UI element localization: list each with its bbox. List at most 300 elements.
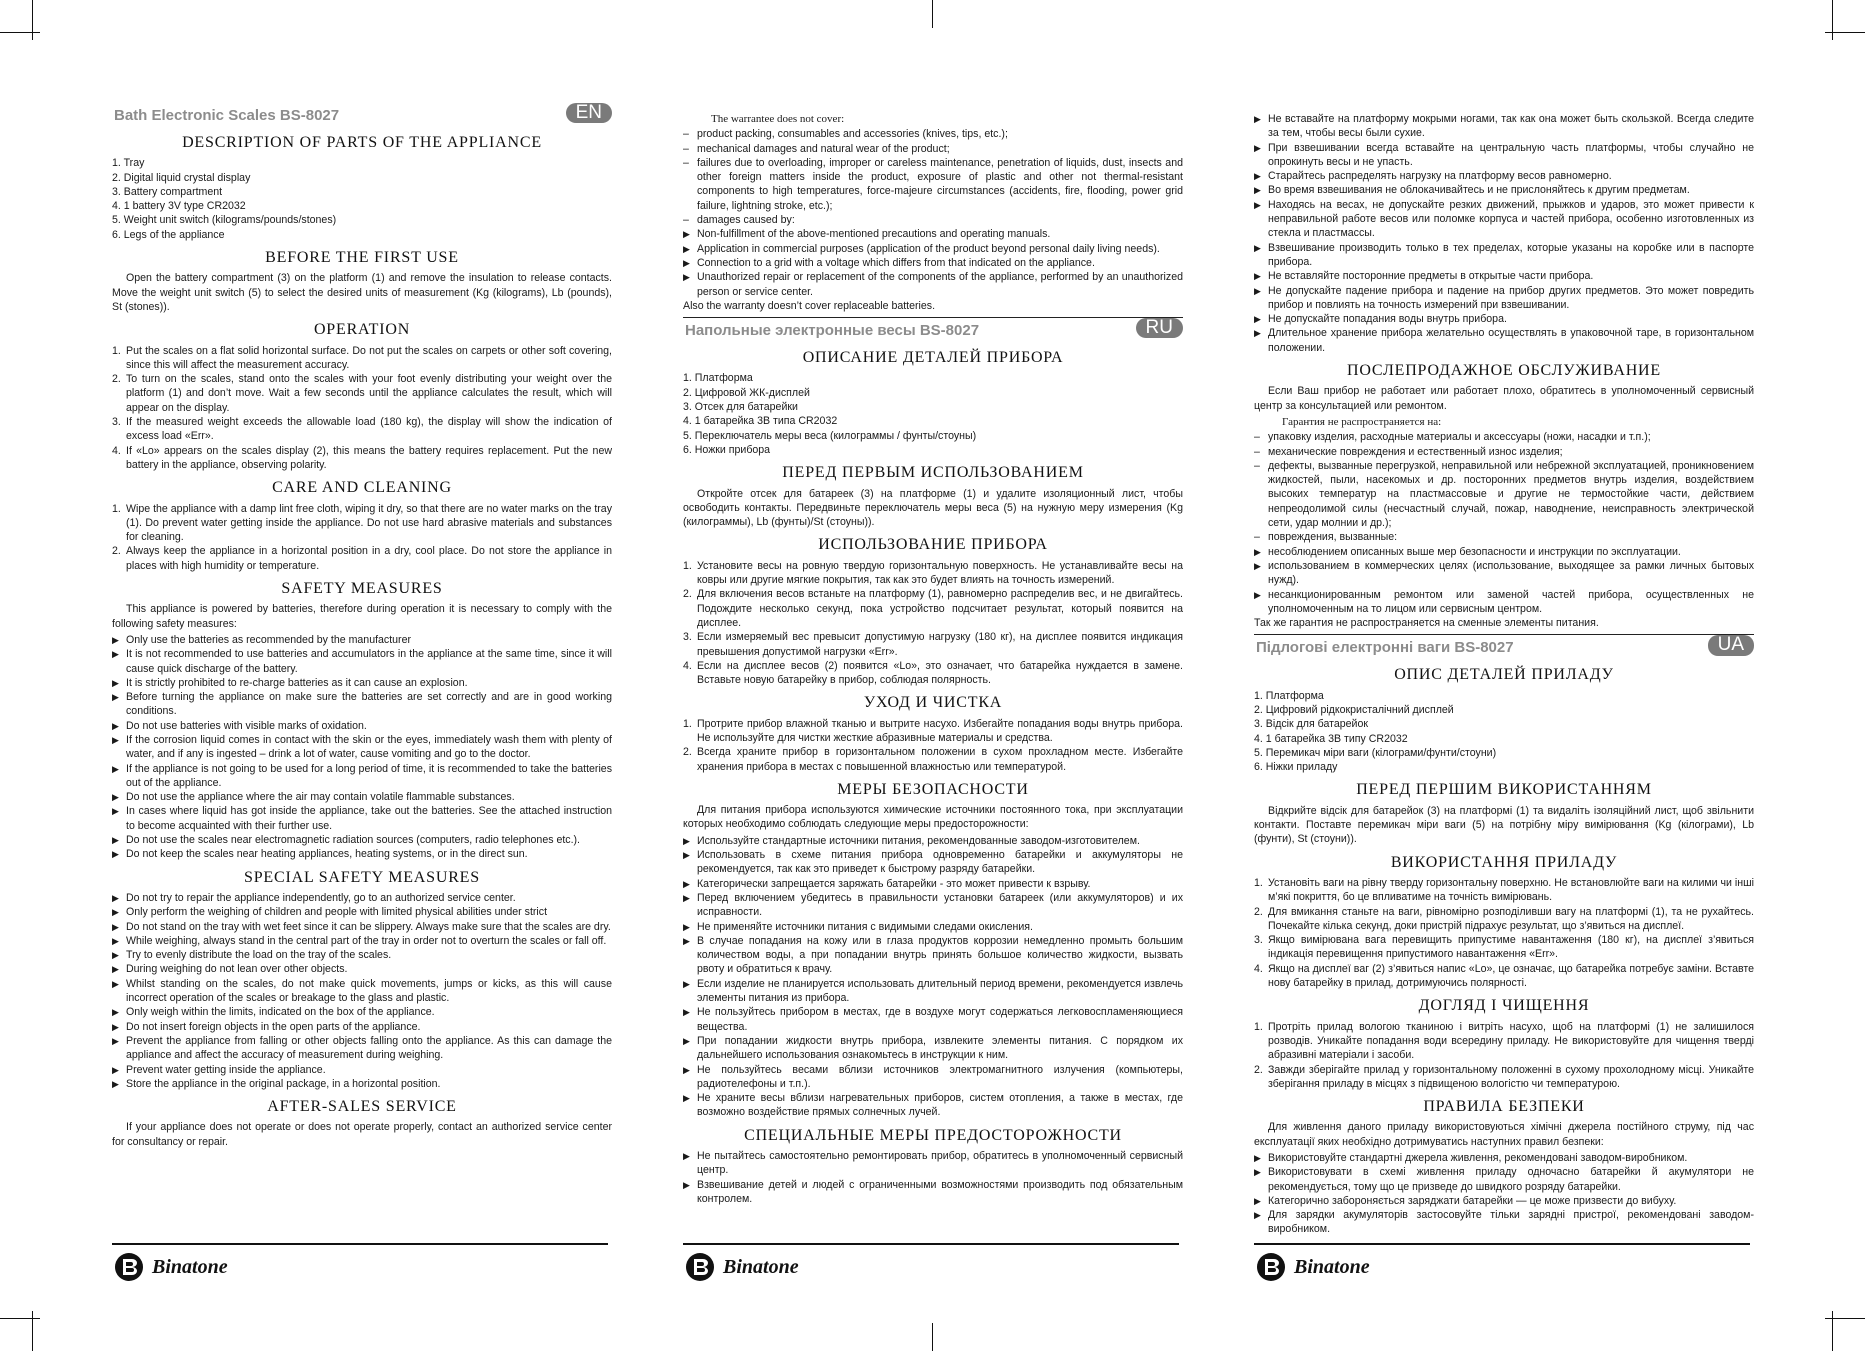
list-item-text: Try to evenly distribute the load on the tray of the scales. xyxy=(126,949,392,962)
list-item-text: While weighing, always stand in the central part of the tray in order not to overturn the scales or fall off. xyxy=(126,934,607,947)
list-item-text: Whilst standing on the scales, do not make quick movements, jumps or kicks, as this will cause incorrect operation of the scales or breakage to the glass and plastic. xyxy=(126,977,612,1005)
list-item xyxy=(1254,559,1754,588)
list-item-text: Do not stand on the tray with wet feet since it can be slippery. Always make sure that the scales are dry. xyxy=(126,920,611,933)
part-item: 1. Tray xyxy=(112,157,145,170)
list-number: 4. xyxy=(683,659,692,672)
list-item xyxy=(1254,141,1754,170)
brand-logo xyxy=(1256,1252,1370,1282)
list-item-text: Non-fulfillment of the above-mentioned precautions and operating manuals. xyxy=(697,228,1051,241)
list-item xyxy=(112,790,612,804)
numbered-list xyxy=(683,717,1183,774)
part-item: 2. Цифровой ЖК-дисплей xyxy=(683,386,810,399)
list-item xyxy=(683,891,1183,920)
list-item xyxy=(1254,1208,1754,1237)
part-item: 5. Перемикач міри ваги (кілограми/фунти/стоуни) xyxy=(1254,746,1497,759)
bullet-arrow-icon: ▶ xyxy=(112,1035,119,1046)
list-item xyxy=(1254,876,1754,905)
list-item xyxy=(1254,430,1754,444)
list-item-text: В случае попадания на кожу или в глаза продуктов коррозии немедленно промыть большим количеством воды, а при попадании внутрь принять большое количество жидкости, вызвать рвоту и обратиться к врачу. xyxy=(697,934,1183,976)
english-column xyxy=(112,95,612,1151)
list-item xyxy=(112,733,612,762)
part-item: 3. Battery compartment xyxy=(112,185,223,198)
list-item-text: Взвешивание детей и людей с ограниченными возможностями производить под обязательным контролем. xyxy=(697,1178,1183,1205)
bullet-arrow-icon: ▶ xyxy=(112,1007,119,1018)
list-item-text: Категорично забороняється заряджати батарейки — це може призвести до вибуху. xyxy=(1268,1194,1677,1207)
list-item-text: Wipe the appliance with a damp lint free cloth, wiping it dry, so that there are no water marks on the tray (1). Do prevent water getting inside the appliance. Do not use hard abrasive materials and substances for cleaning. xyxy=(126,502,612,544)
list-item-text: It is strictly prohibited to re-charge batteries as it can cause an explosion. xyxy=(126,676,468,689)
list-item-text: Протріть прилад вологою тканиною і витріть насухо, щоб на платформі (1) не залишилося розводів. Уникайте попадання води всередину приладу. Не використовуйте для чищення тверді абразивні матеріали і засоби. xyxy=(1268,1020,1754,1062)
crop-mark xyxy=(32,1311,33,1351)
arrow-list xyxy=(112,891,612,1091)
list-item xyxy=(1254,905,1754,934)
list-item-text: Для включения весов встаньте на платформу (1), равномерно распределив вес, и не двигайтесь. Подождите несколько секунд, пока устройство подсчитает результат, который появится на дисплее. xyxy=(697,588,1183,629)
list-item-text: To turn on the scales, stand onto the scales with your foot evenly distributing your weight over the platform (1) and don’t move. Wait a few seconds until the appliance calculates the result, which will appear on the display. xyxy=(126,373,612,414)
list-item-text: Если на дисплее весов (2) появится «Lo», это означает, что батарейка нуждается в замене. Вставьте новую батарейку в прибор, соблюдая полярность. xyxy=(697,659,1183,687)
list-item xyxy=(1254,198,1754,241)
list-item-text: Put the scales on a flat solid horizontal surface. Do not put the scales on carpets or other soft covering, since this will affect the measurement accuracy. xyxy=(126,344,612,371)
bullet-arrow-icon: ▶ xyxy=(683,835,690,846)
section-heading: BEFORE THE FIRST USE xyxy=(265,249,459,267)
dash-icon: – xyxy=(1254,431,1260,444)
dash-list xyxy=(683,127,1183,227)
crop-mark xyxy=(32,0,33,40)
list-item xyxy=(112,1020,612,1034)
bullet-arrow-icon: ▶ xyxy=(683,1035,690,1046)
bullet-arrow-icon: ▶ xyxy=(1254,242,1261,253)
list-item xyxy=(683,1063,1183,1092)
list-item-text: If «Lo» appears on the scales display (2), this means the battery requires replacement. Put the new battery in the appliance, observing polarity. xyxy=(126,444,612,471)
section-heading: ОПИСАНИЕ ДЕТАЛЕЙ ПРИБОРА xyxy=(802,349,1064,367)
list-item-text: failures due to overloading, improper or careless maintenance, penetration of liquids, dust, insects and other foreign matters inside the product, exposure of plastic and other not thermal-resistant components to high temperatures, force-majeure circumstances (accidents, fire, flooding, power grid failure, lightning stroke, etc.); xyxy=(697,156,1183,212)
list-item-text: Использовать в схеме питания прибора одновременно батарейки и аккумуляторы не рекомендуется, так как это приведет к быстрому разряду батарейки. xyxy=(697,849,1183,876)
dash-icon: – xyxy=(683,142,689,155)
list-item-text: Завжди зберігайте прилад у горизонтальному положенні в сухому прохолодному місці. Уникайте зберігання приладу в місцях з підвищеною вологістю чи температурою. xyxy=(1268,1063,1754,1090)
list-item xyxy=(1254,284,1754,313)
list-item-text: mechanical damages and natural wear of the product; xyxy=(697,142,950,155)
bullet-arrow-icon: ▶ xyxy=(1254,271,1261,282)
crop-mark xyxy=(0,32,40,33)
list-item xyxy=(112,633,612,647)
bullet-arrow-icon: ▶ xyxy=(112,649,119,660)
list-item-text: It is not recommended to use batteries and accumulators in the appliance at the same time, since it will cause quick discharge of the battery. xyxy=(126,648,612,675)
list-item xyxy=(1254,269,1754,283)
list-item xyxy=(683,227,1183,241)
list-item-text: Не применяйте источники питания с видимыми следами окисления. xyxy=(697,920,1033,933)
list-item xyxy=(683,559,1183,588)
part-item: 1. Платформа xyxy=(683,372,753,385)
list-item-text: Не пытайтесь самостоятельно ремонтировать прибор, обратитесь в уполномоченный сервисный центр. xyxy=(697,1150,1183,1177)
list-item xyxy=(112,372,612,415)
list-item xyxy=(683,142,1183,156)
parts-list xyxy=(112,156,612,242)
list-item xyxy=(112,544,612,573)
bullet-arrow-icon: ▶ xyxy=(683,850,690,861)
logo-text: Binatone xyxy=(152,1255,228,1278)
bullet-arrow-icon: ▶ xyxy=(112,692,119,703)
list-item xyxy=(683,659,1183,688)
dash-icon: – xyxy=(683,128,689,141)
warranty-title: Гарантия не распространяется на: xyxy=(1282,415,1442,428)
bullet-arrow-icon: ▶ xyxy=(112,921,119,932)
list-item-text: При попадании жидкости внутрь прибора, извлеките элементы питания. С порядком их дальнейшего использования ознакомьтесь в инструкции к ним. xyxy=(697,1034,1183,1062)
list-item xyxy=(112,647,612,676)
list-item xyxy=(683,834,1183,848)
list-item xyxy=(112,762,612,791)
list-item xyxy=(1254,241,1754,270)
crop-mark xyxy=(932,0,933,28)
part-item: 5. Переключатель меры веса (килограммы / фунты/стоуны) xyxy=(683,429,977,442)
list-item-text: Старайтесь распределять нагрузку на платформу весов равномерно. xyxy=(1268,170,1612,183)
list-item xyxy=(683,587,1183,630)
ukrainian-column xyxy=(1254,112,1754,1237)
list-item-text: Before turning the appliance on make sure the batteries are set correctly and are in good working conditions. xyxy=(126,691,612,718)
list-item-text: Prevent the appliance from falling or other objects falling onto the appliance. As this can damage the appliance and affect the accuracy of measurement during weighing. xyxy=(126,1034,612,1062)
bullet-arrow-icon: ▶ xyxy=(683,1151,690,1161)
list-item-text: Для вмикання станьте на ваги, рівномірно розподіливши вагу на платформі (1), та не рухайтесь. Почекайте кілька секунд, доки пристрій підрахує результат, що з’явиться на дисплеї. xyxy=(1268,905,1754,932)
language-badge: RU xyxy=(1136,318,1183,338)
arrow-list xyxy=(1254,545,1754,616)
numbered-list xyxy=(1254,876,1754,990)
crop-mark xyxy=(1825,1318,1865,1319)
list-number: 1. xyxy=(112,502,121,515)
list-item-text: Якщо на дисплеї ваг (2) з’явиться напис «Lo», це означає, що батарейка потребує заміни. Вставте нову батарейку в прилад, дотримуючись полярності. xyxy=(1268,962,1754,990)
logo-text: Binatone xyxy=(723,1255,799,1278)
list-item xyxy=(1254,545,1754,559)
section-heading: ИСПОЛЬЗОВАНИЕ ПРИБОРА xyxy=(818,536,1048,554)
arrow-list xyxy=(683,227,1183,298)
list-item-text: Do not keep the scales near heating appliances, heating systems, or in the direct sun. xyxy=(126,848,528,861)
paragraph: Open the battery compartment (3) on the platform (1) and remove the insulation to release contacts. Move the weight unit switch (5) to select the desired units of measurement (Kg (kilograms), Lb (pounds), St (stones)). xyxy=(112,272,612,313)
list-item xyxy=(1254,1194,1754,1208)
list-item-text: Не пользуйтесь прибором в местах, где в воздухе могут содержаться легковоспламеняющиеся вещества. xyxy=(697,1006,1183,1033)
bullet-arrow-icon: ▶ xyxy=(112,1064,119,1075)
list-item xyxy=(1254,459,1754,530)
list-item-text: Категорически запрещается заряжать батарейки - это может привести к взрыву. xyxy=(697,877,1091,890)
dash-icon: – xyxy=(683,214,689,227)
list-item-text: Connection to a grid with a voltage which differs from that indicated on the appliance. xyxy=(697,256,1095,269)
bullet-arrow-icon: ▶ xyxy=(112,634,119,645)
bullet-arrow-icon: ▶ xyxy=(112,964,119,975)
bullet-arrow-icon: ▶ xyxy=(112,849,119,860)
bullet-arrow-icon: ▶ xyxy=(683,892,690,903)
list-item xyxy=(112,719,612,733)
language-badge: EN xyxy=(566,103,612,123)
list-item-text: Используйте стандартные источники питания, рекомендованные заводом-изготовителем. xyxy=(697,834,1140,847)
section-heading: ОПИС ДЕТАЛЕЙ ПРИЛАДУ xyxy=(1394,666,1614,684)
bullet-arrow-icon: ▶ xyxy=(112,978,119,989)
bullet-arrow-icon: ▶ xyxy=(112,677,119,688)
part-item: 5. Weight unit switch (kilograms/pounds/stones) xyxy=(112,214,337,227)
bullet-arrow-icon: ▶ xyxy=(683,1064,690,1075)
list-item xyxy=(1254,933,1754,962)
list-item xyxy=(1254,1165,1754,1194)
list-item-text: Do not use the scales near electromagnetic radiation sources (computers, radio telephones etc.). xyxy=(126,834,581,847)
paragraph: Для питания прибора используются химические источники постоянного тока, при эксплуатации которых необходимо соблюдать следующие меры предосторожности: xyxy=(683,804,1183,831)
list-item xyxy=(1254,962,1754,991)
footer-rule xyxy=(683,1243,1179,1245)
footer-rule xyxy=(1254,1243,1750,1245)
bullet-arrow-icon: ▶ xyxy=(1254,171,1261,182)
list-item xyxy=(112,444,612,473)
list-item-text: Використовувати в схемі живлення приладу одночасно батарейки й акумулятори не рекомендується, тому що це призведе до швидкого розряду батарейки. xyxy=(1268,1166,1754,1193)
list-item xyxy=(683,877,1183,891)
bullet-arrow-icon: ▶ xyxy=(112,1021,119,1032)
list-item-text: Взвешивание производить только в тех пределах, которые указаны на коробке или в паспорте прибора. xyxy=(1268,241,1754,268)
divider xyxy=(1254,634,1754,635)
divider xyxy=(683,317,1183,318)
list-item xyxy=(1254,169,1754,183)
bullet-arrow-icon: ▶ xyxy=(112,907,119,918)
bullet-arrow-icon: ▶ xyxy=(112,720,119,731)
part-item: 1. Платформа xyxy=(1254,689,1324,702)
bullet-arrow-icon: ▶ xyxy=(683,978,690,989)
part-item: 6. Ніжки приладу xyxy=(1254,761,1338,774)
parts-list xyxy=(1254,689,1754,775)
logo-icon xyxy=(685,1252,719,1282)
list-item-text: If the corrosion liquid comes in contact with the skin or the eyes, immediately wash them with plenty of water, and if any is ingested – drink a lot of water, cause vomiting and go to the doctor. xyxy=(126,733,612,761)
bullet-arrow-icon: ▶ xyxy=(112,835,119,846)
list-number: 2. xyxy=(112,373,121,386)
list-item xyxy=(112,1077,612,1091)
list-item xyxy=(683,848,1183,877)
list-item xyxy=(683,1178,1183,1207)
logo-icon xyxy=(1256,1252,1290,1282)
logo-icon xyxy=(114,1252,148,1282)
bullet-arrow-icon: ▶ xyxy=(1254,1153,1261,1163)
part-item: 3. Отсек для батарейки xyxy=(683,401,798,414)
list-item-text: If the measured weight exceeds the allowable load (180 kg), the display will show the indication of excess load «Err». xyxy=(126,416,612,443)
list-item-text: In cases where liquid has got inside the appliance, take out the batteries. See the attached instruction to become acquainted with their further use. xyxy=(126,805,612,832)
section-heading: ПРАВИЛА БЕЗПЕКИ xyxy=(1423,1098,1585,1116)
dash-list xyxy=(1254,430,1754,544)
crop-mark xyxy=(0,1318,40,1319)
list-item xyxy=(1254,326,1754,355)
arrow-list xyxy=(112,633,612,862)
section-heading: AFTER-SALES SERVICE xyxy=(267,1098,457,1116)
list-item-text: дефекты, вызванные перегрузкой, неправильной или небрежной эксплуатацией, проникновением жидкостей, пыли, насекомых и др. посторонних предметов внутрь изделия, воздействием высоких температур на пластмассовые и другие не термостойкие части, действием непреодолимой силы (несчастный случай, пожар, наводнение, неисправность электрической сети, удар молнии и др.); xyxy=(1268,459,1754,530)
list-item xyxy=(112,934,612,948)
list-item xyxy=(112,1063,612,1077)
list-item-text: Якщо вимірювана вага перевищить припустиме навантаження (180 кг), на дисплеї з’явиться індикація перевищення припустимого навантаження «Err». xyxy=(1268,934,1754,961)
bullet-arrow-icon: ▶ xyxy=(1254,560,1261,571)
bullet-arrow-icon: ▶ xyxy=(1254,185,1261,196)
list-number: 2. xyxy=(683,588,692,601)
list-item xyxy=(1254,312,1754,326)
numbered-list xyxy=(1254,1020,1754,1091)
list-number: 3. xyxy=(112,416,121,429)
list-item-text: При взвешивании всегда вставайте на центральную часть платформы, чтобы случайно не опрокинуть весы и не упасть. xyxy=(1268,141,1754,168)
product-title: Підлогові електронні ваги BS-8027 xyxy=(1256,639,1514,657)
crop-mark xyxy=(1832,0,1833,40)
list-item xyxy=(683,977,1183,1006)
section-heading: ВИКОРИСТАННЯ ПРИЛАДУ xyxy=(1390,853,1618,871)
list-item-text: Do not use the appliance where the air may contain volatile flammable substances. xyxy=(126,791,515,804)
list-item-text: несанкционированным ремонтом или заменой частей прибора, осуществленных не уполномоченным на то лицом или сервисным центром. xyxy=(1268,588,1754,615)
list-item xyxy=(1254,530,1754,544)
list-item-text: Всегда храните прибор в горизонтальном положении в сухом прохладном месте. Избегайте хранения прибора в местах с повышенной влажностью или температурой. xyxy=(697,746,1183,773)
list-item-text: Do not try to repair the appliance independently, go to an authorized service center. xyxy=(126,891,516,904)
bullet-arrow-icon: ▶ xyxy=(1254,114,1261,124)
list-item-text: If the appliance is not going to be used for a long period of time, it is recommended to take the batteries out of the appliance. xyxy=(126,762,612,789)
dash-icon: – xyxy=(1254,459,1260,472)
bullet-arrow-icon: ▶ xyxy=(112,763,119,774)
dash-icon: – xyxy=(1254,445,1260,458)
warranty-title: The warrantee does not cover: xyxy=(711,113,845,125)
paragraph: Also the warranty doesn’t cover replaceable batteries. xyxy=(683,299,936,312)
list-item-text: использованием в коммерческих целях (использование, выходящее за рамки личных бытовых нужд). xyxy=(1268,559,1754,587)
crop-mark xyxy=(932,1323,933,1351)
list-item xyxy=(112,502,612,545)
list-item-text: Only use the batteries as recommended by the manufacturer xyxy=(126,633,412,646)
language-badge: UA xyxy=(1708,635,1754,655)
arrow-list xyxy=(683,834,1183,1120)
bullet-arrow-icon: ▶ xyxy=(1254,199,1261,210)
list-item xyxy=(112,891,612,905)
dash-icon: – xyxy=(683,156,689,169)
list-number: 1. xyxy=(683,559,692,572)
section-heading: ПЕРЕД ПЕРВЫМ ИСПОЛЬЗОВАНИЕМ xyxy=(782,464,1084,482)
section-heading: OPERATION xyxy=(313,321,411,339)
paragraph: Откройте отсек для батареек (3) на платформе (1) и удалите изоляционный лист, чтобы освободить контакты. Передвиньте переключатель меры веса (5) на нужную меру измерения (Kg (килограммы), Lb (фунты)/St (стоуны)). xyxy=(683,487,1183,529)
list-item xyxy=(683,256,1183,270)
part-item: 2. Цифровий рідкокристалічний дисплей xyxy=(1254,703,1454,716)
paragraph: Если Ваш прибор не работает или работает плохо, обратитесь в уполномоченный сервисный центр за консультацией или ремонтом. xyxy=(1254,385,1754,412)
bullet-arrow-icon: ▶ xyxy=(683,878,690,889)
list-number: 3. xyxy=(683,631,692,644)
bullet-arrow-icon: ▶ xyxy=(683,1093,690,1104)
list-item xyxy=(112,977,612,1006)
list-item-text: During weighing do not lean over other objects. xyxy=(126,963,348,976)
list-item-text: Находясь на весах, не допускайте резких движений, прыжков и ударов, это может привести к неправильной работе весов или поломке корпуса и частей прибора, особенно изготовленных из стекла и пластмассы. xyxy=(1268,198,1754,240)
list-item xyxy=(112,804,612,833)
brand-logo xyxy=(114,1252,228,1282)
bullet-arrow-icon: ▶ xyxy=(112,950,119,961)
list-item-text: Установите весы на ровную твердую горизонтальную поверхность. Не устанавливайте весы на ковры или другие мягкие покрытия, так как это будет влиять на точность измерений. xyxy=(697,559,1183,587)
list-item xyxy=(112,948,612,962)
list-item xyxy=(683,270,1183,299)
list-number: 2. xyxy=(683,746,692,759)
bullet-arrow-icon: ▶ xyxy=(112,806,119,817)
section-heading: СПЕЦИАЛЬНЫЕ МЕРЫ ПРЕДОСТОРОЖНОСТИ xyxy=(744,1126,1122,1144)
list-item xyxy=(1254,445,1754,459)
list-item-text: несоблюдением описанных выше мер безопасности и инструкции по эксплуатации. xyxy=(1268,545,1681,558)
section-heading: SPECIAL SAFETY MEASURES xyxy=(244,868,480,886)
list-item-text: Only weigh within the limits, indicated on the box of the appliance. xyxy=(126,1006,435,1019)
numbered-list xyxy=(683,559,1183,688)
brand-logo xyxy=(685,1252,799,1282)
list-number: 4. xyxy=(112,444,121,457)
section-heading: ДОГЛЯД І ЧИЩЕННЯ xyxy=(1418,997,1590,1015)
list-number: 4. xyxy=(1254,962,1263,975)
list-item xyxy=(112,676,612,690)
list-item-text: Для зарядки акумуляторів застосовуйте тільки зарядні пристрої, рекомендовані заводом-виробником. xyxy=(1268,1209,1754,1236)
list-item-text: упаковку изделия, расходные материалы и аксессуары (ножи, насадки и т.п.); xyxy=(1268,431,1651,444)
footer-rule xyxy=(112,1243,608,1245)
bullet-arrow-icon: ▶ xyxy=(683,921,690,932)
dash-icon: – xyxy=(1254,531,1260,544)
list-item xyxy=(1254,183,1754,197)
crop-mark xyxy=(1825,32,1865,33)
list-item-text: Unauthorized repair or replacement of the components of the appliance, performed by an unauthorized person or service center. xyxy=(697,271,1183,298)
list-item-text: Не вставайте на платформу мокрыми ногами, так как она может быть скользкой. Всегда следите за тем, чтобы весы были сухие. xyxy=(1268,113,1754,140)
section-heading: ПОСЛЕПРОДАЖНОЕ ОБСЛУЖИВАНИЕ xyxy=(1347,362,1661,380)
list-number: 1. xyxy=(1254,876,1263,889)
bullet-arrow-icon: ▶ xyxy=(1254,1210,1261,1221)
list-item xyxy=(1254,1063,1754,1092)
arrow-list xyxy=(683,1149,1183,1206)
bullet-arrow-icon: ▶ xyxy=(1254,285,1261,296)
list-item-text: Если изделие не планируется использовать длительный период времени, рекомендуется извлечь элементы питания из прибора. xyxy=(697,977,1183,1005)
list-item-text: Перед включением убедитесь в правильности установки батареек (или аккумуляторов) и их исправности. xyxy=(697,891,1183,919)
list-item-text: Prevent water getting inside the appliance. xyxy=(126,1063,326,1076)
part-item: 3. Відсік для батарейок xyxy=(1254,718,1368,731)
bullet-arrow-icon: ▶ xyxy=(112,1078,119,1089)
list-item-text: Використовуйте стандартні джерела живлення, рекомендовані заводом-виробником. xyxy=(1268,1152,1688,1164)
part-item: 6. Ножки прибора xyxy=(683,443,771,456)
list-item-text: Do not use batteries with visible marks of oxidation. xyxy=(126,719,367,732)
list-item xyxy=(683,1091,1183,1120)
section-heading: DESCRIPTION OF PARTS OF THE APPLIANCE xyxy=(182,134,542,151)
list-item xyxy=(112,833,612,847)
list-number: 1. xyxy=(683,717,692,730)
part-item: 4. 1 батарейка 3В типу CR2032 xyxy=(1254,732,1408,745)
list-item xyxy=(112,415,612,444)
list-item-text: Не пользуйтесь весами вблизи источников электромагнитного излучения (компьютеры, радиотелефоны и т.п.). xyxy=(697,1063,1183,1090)
bullet-arrow-icon: ▶ xyxy=(1254,589,1261,600)
list-number: 2. xyxy=(1254,1063,1263,1076)
paragraph: Відкрийте відсік для батарейок (3) на платформі (1) та видаліть ізоляційний лист, щоб звільнити контакти. Поставте перемикач міри ваги (5) на потрібну міру вимірювання (Kg (кілограми), Lb (фунти), St (стоуни)). xyxy=(1254,804,1754,846)
bullet-arrow-icon: ▶ xyxy=(112,892,119,903)
list-item xyxy=(683,1149,1183,1178)
list-item-text: Application in commercial purposes (application of the product beyond personal daily living needs). xyxy=(697,242,1160,255)
list-item xyxy=(112,344,612,373)
list-item-text: Установіть ваги на рівну тверду горизонтальну поверхню. Не встановлюйте ваги на килими чи інші м’які покриття, бо це впливатиме на точність вимірювань. xyxy=(1268,876,1754,904)
paragraph: This appliance is powered by batteries, therefore during operation it is necessary to comply with the following safety measures: xyxy=(112,603,612,630)
list-item-text: Протрите прибор влажной тканью и вытрите насухо. Избегайте попадания воды внутрь прибора. Не используйте для чистки жесткие абразивные материалы и средства. xyxy=(697,717,1183,744)
numbered-list xyxy=(112,502,612,573)
list-item xyxy=(683,630,1183,659)
list-number: 3. xyxy=(1254,934,1263,947)
bullet-arrow-icon: ▶ xyxy=(683,257,690,268)
list-item xyxy=(683,1005,1183,1034)
list-item-text: Не храните весы вблизи нагревательных приборов, систем отопления, а также в местах, где возможно воздействие прямых солнечных лучей. xyxy=(697,1092,1183,1119)
list-item-text: Если измеряемый вес превысит допустимую нагрузку (180 кг), на дисплее появится индикация превышения допустимой нагрузки «Err». xyxy=(697,631,1183,658)
russian-column xyxy=(683,112,1183,1206)
part-item: 4. 1 battery 3V type CR2032 xyxy=(112,200,246,213)
list-item xyxy=(112,847,612,861)
list-item xyxy=(112,690,612,719)
section-heading: ПЕРЕД ПЕРШИМ ВИКОРИСТАННЯМ xyxy=(1356,781,1652,799)
list-item-text: damages caused by: xyxy=(697,214,795,227)
list-item xyxy=(683,717,1183,746)
list-item xyxy=(683,920,1183,934)
bullet-arrow-icon: ▶ xyxy=(112,935,119,946)
paragraph: Для живлення даного приладу використовуються хімічні джерела постійного струму, під час експлуатації яких необхідно дотримуватись наступних правил безпеки: xyxy=(1254,1121,1754,1148)
crop-mark xyxy=(1832,1311,1833,1351)
list-item xyxy=(112,1034,612,1063)
list-item-text: product packing, consumables and accessories (knives, tips, etc.); xyxy=(697,128,1008,141)
bullet-arrow-icon: ▶ xyxy=(1254,142,1261,153)
list-item-text: Store the appliance in the original package, in a horizontal position. xyxy=(126,1077,441,1090)
list-item xyxy=(112,905,612,919)
bullet-arrow-icon: ▶ xyxy=(112,734,119,745)
bullet-arrow-icon: ▶ xyxy=(683,1179,690,1190)
section-heading: УХОД И ЧИСТКА xyxy=(863,694,1003,712)
bullet-arrow-icon: ▶ xyxy=(1254,314,1261,325)
numbered-list xyxy=(112,344,612,473)
list-item xyxy=(683,1034,1183,1063)
list-item-text: Не допускайте падение прибора и падение на прибор других предметов. Это может повредить прибор и повлиять на точность измерений при взвешивании. xyxy=(1268,284,1754,311)
